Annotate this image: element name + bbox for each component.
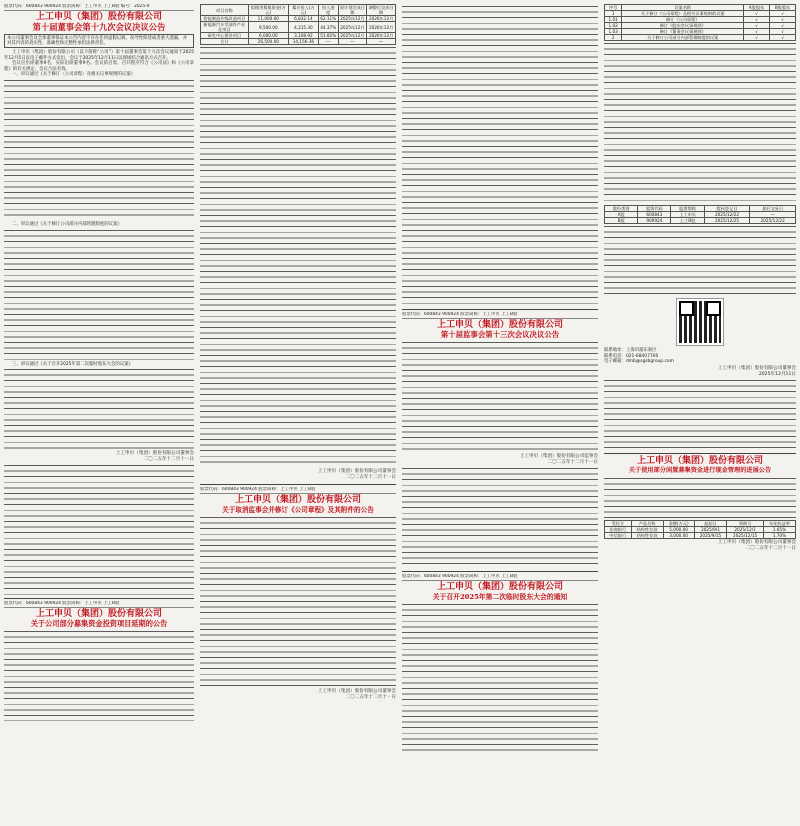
body-text-block — [200, 47, 396, 467]
stock-code-line: 股票代码：600843 900924 股票简称：上工申贝 上工B股 — [402, 574, 598, 581]
company-name: 上工申贝（集团）股份有限公司 — [234, 495, 361, 505]
signature: 上工申贝（集团）股份有限公司监事会 二〇二五年十二月十一日 — [519, 454, 598, 465]
signature: 上工申贝（集团）股份有限公司董事会 二〇二五年十二月十一日 — [115, 451, 194, 463]
body-text-block — [402, 342, 598, 452]
table-row: 新能源汽车零部件产业化项目 9,500.00 4,215.30 44.37% 2025年12月 2026年12月 — [201, 22, 396, 33]
notice-title: 关于公司部分募集资金投资项目延期的公告 — [30, 619, 168, 629]
signature: 上工申贝（集团）股份有限公司董事会 2025年12月11日 — [717, 365, 796, 377]
table-row: 1.03 修订《董事会议事规则》 √ √ — [605, 29, 796, 35]
notice-body: 上工申贝（集团）股份有限公司（以下简称“公司”）第十届董事会第十九次会议通知于2025年12月5日以电子邮件方式发出，会议于2025年12月11日以现场结合通讯方式召开。 会议应出席董事9名，实际出席董事9名。会议的召集、召开程序符合《公司法》和《公司章程》的有关规定，会议合法有效。 一、审议通过《关于修订〈公司章程〉及相关议事规则的议案》 — [4, 50, 194, 78]
notice-body-3: 三、审议通过《关于召开2025年第二次临时股东大会的议案》 — [12, 361, 133, 367]
table-row: 1 关于修订《公司章程》及相关议事规则的议案 √ √ — [605, 11, 796, 17]
divider — [604, 453, 796, 454]
notice-title: 关于使用部分闲置募集资金进行现金管理的进展公告 — [628, 466, 772, 474]
body-text-block — [604, 380, 796, 450]
notice-body-2: 二、审议通过《关于修订公司部分内部管理制度的议案》 — [12, 221, 122, 227]
investment-project-table: 项目名称 拟使用募集资金(万元) 累计投入(万元) 投入进度 原计划完成日期 调整后完成日期 智能制造升级改造项目 11,000.00 6,832.14 62.11% 2025年12月 2026年12月 新能源汽车零部件产业化项目 9,500.00 4,215.30 44.37% 2025年12月 2026年12月 研发中心建设项目 6,000.00 3,108.92 51.82% 2025年12月 2026年12月 合计 26,500.00 14,156.36 — — — — [200, 4, 396, 45]
body-text-block — [402, 468, 598, 568]
company-name: 上工申贝（集团）股份有限公司 — [636, 455, 763, 466]
column-1 — [4, 4, 194, 822]
table-row: 1.01 修订《公司章程》 √ √ — [605, 17, 796, 23]
column-3 — [402, 4, 598, 822]
voting-proposals-table: 序号 议案名称 A股股东 B股股东 1 关于修订《公司章程》及相关议事规则的议案 √ √ 1.01 修订《公司章程》 √ √ 1.02 修订《股东会议事规则》 √ √ 1.03 修订《董事会议事规则》 √ √ 2 关于修订公司部分内部管理制度的议案 √ √ — [604, 4, 796, 41]
body-text-block — [4, 369, 194, 449]
company-name: 上工申贝（集团）股份有限公司 — [35, 609, 162, 620]
body-text-block — [402, 604, 598, 754]
divider — [4, 598, 194, 599]
signature: 上工申贝（集团）股份有限公司董事会 二〇二五年十二月十一日 — [717, 539, 796, 551]
table-row: 合计 26,500.00 14,156.36 — — — — [201, 39, 396, 45]
body-text-block — [604, 478, 796, 518]
notice-title: 关于召开2025年第二次临时股东大会的通知 — [432, 593, 568, 601]
column-2 — [200, 4, 396, 822]
signature: 上工申贝（集团）股份有限公司董事会 二〇二五年十二月十一日 — [317, 689, 396, 700]
body-text-block — [4, 230, 194, 360]
table-row: B股 900924 上工B股 2025/12/25 2025/12/22 — [605, 218, 796, 224]
body-text-block — [4, 631, 194, 721]
board-statement: 本公司董事会及全体董事保证本公告内容不存在任何虚假记载、误导性陈述或者重大遗漏，并对其内容的真实性、准确性和完整性承担法律责任。 — [4, 34, 194, 48]
body-text-block — [4, 80, 194, 220]
table-row: 智能制造升级改造项目 11,000.00 6,832.14 62.11% 2025年12月 2026年12月 — [201, 16, 396, 22]
cash-management-table: 受托方 产品名称 金额(万元) 起始日 到期日 年化收益率 招商银行 结构性存款 5,000.00 2025/9/1 2025/12/1 1.65% 中信银行 结构性存款 3,000.00 2025/9/15 2025/12/15 1.70% — [604, 520, 796, 539]
stock-code-line: 股票代码：600843 900924 股票简称：上工申贝 上工B股 — [4, 601, 194, 608]
body-text-block — [604, 226, 796, 296]
stock-code-line: 股票代码：600843 900924 股票简称：上工申贝 上工B股 — [200, 487, 396, 494]
company-name: 上工申贝（集团）股份有限公司 — [436, 582, 563, 592]
body-text-block — [4, 465, 194, 595]
table-row: 1.02 修订《股东会议事规则》 √ √ — [605, 23, 796, 29]
table-row: A股 600843 上工申贝 2025/12/22 — — [605, 212, 796, 218]
table-row: 中信银行 结构性存款 3,000.00 2025/9/15 2025/12/15 1.70% — [605, 532, 796, 538]
stock-code-line: 股票代码：600843 900924 股票简称：上工申贝 上工B股 — [402, 312, 598, 319]
divider — [200, 484, 396, 485]
qr-code-image — [677, 299, 723, 345]
signature: 上工申贝（集团）股份有限公司董事会 二〇二五年十二月十一日 — [317, 469, 396, 480]
contact-info: 联系地址：上海市浦东新区 联系电话：021-68407700 电子邮箱：dmb@sgsbgroup.com — [604, 348, 674, 365]
divider — [402, 309, 598, 310]
registration-table: 股份类别 股票代码 股票简称 股权登记日 最后交易日 A股 600843 上工申贝 2025/12/22 — B股 900924 上工B股 2025/12/25 2025/12/22 — [604, 205, 796, 224]
table-row: 招商银行 结构性存款 5,000.00 2025/9/1 2025/12/1 1.65% — [605, 526, 796, 532]
column-4 — [604, 4, 796, 822]
divider — [402, 571, 598, 572]
company-name: 上工申贝（集团）股份有限公司 — [436, 320, 563, 330]
notice-title: 第十届监事会第十三次会议决议公告 — [440, 330, 560, 339]
table-row: 2 关于修订公司部分内部管理制度的议案 √ √ — [605, 35, 796, 41]
company-name: 上工申贝（集团）股份有限公司 — [35, 12, 162, 22]
notice-title: 关于取消监事会并修订《公司章程》及其附件的公告 — [222, 506, 374, 514]
body-text-block — [200, 517, 396, 687]
table-row: 研发中心建设项目 6,000.00 3,108.92 51.82% 2025年12月 2026年12月 — [201, 33, 396, 39]
notice-title: 第十届董事会第十九次会议决议公告 — [32, 22, 166, 32]
body-text-block — [402, 6, 598, 306]
body-text-block — [604, 43, 796, 203]
stock-code-line: 股票代码：600843 900924 股票简称：上工申贝 上工B股 编号：2025-0 — [4, 4, 194, 11]
